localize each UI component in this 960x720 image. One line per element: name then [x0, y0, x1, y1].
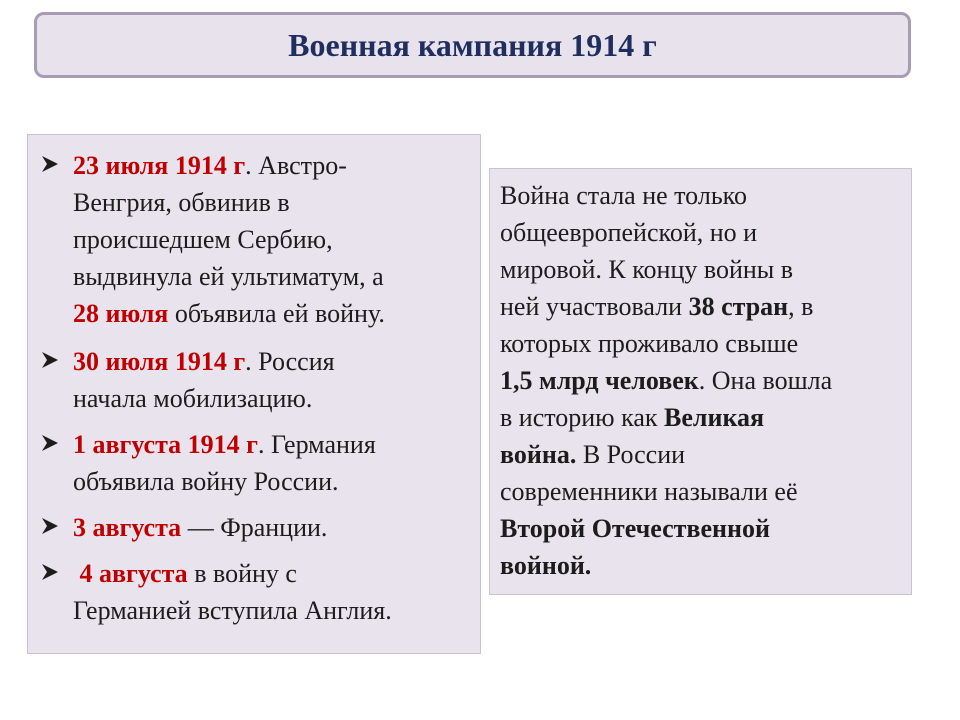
event-text: . Германия [257, 430, 376, 459]
event-date: 1 августа 1914 г [73, 430, 258, 459]
event-text: Венгрия, обвинив в [73, 188, 290, 217]
event-text: выдвинула ей ультиматум, а [73, 262, 384, 291]
arrow-bullet-icon [40, 154, 60, 174]
event-text: . Россия [245, 347, 335, 376]
event-text: Германией вступила Англия. [73, 596, 392, 625]
event-text: начала мобилизацию. [73, 384, 313, 413]
title-banner [34, 12, 911, 78]
arrow-bullet-icon [40, 562, 60, 582]
event-date: 4 августа [79, 559, 188, 588]
summary-panel [489, 168, 912, 595]
arrow-bullet-icon [40, 433, 60, 453]
event-date: 23 июля 1914 г [73, 151, 246, 180]
summary-text: Война стала не только общеевропейской, но и мировой. К концу войны в ней участвовали 38 стран, в которых проживало свыше 1,5 млрд человек. Она вошла в историю как Великая война. В России современники называли её Второй Отечественной войной. [500, 181, 833, 580]
event-text: объявила войну России. [73, 467, 339, 496]
event-text: . Австро- [245, 151, 347, 180]
event-text: — Франции. [181, 513, 328, 542]
event-date: 30 июля 1914 г [73, 347, 246, 376]
arrow-bullet-icon [40, 516, 60, 536]
arrow-bullet-icon [40, 350, 60, 370]
event-text: происшедшем Сербию, [73, 225, 333, 254]
events-panel [27, 134, 481, 654]
page-title: Военная кампания 1914 г [288, 26, 657, 63]
event-text: в войну с [187, 559, 297, 588]
event-text: объявила ей войну. [168, 299, 385, 328]
event-date: 3 августа [73, 513, 182, 542]
event-date: 28 июля [73, 299, 169, 328]
